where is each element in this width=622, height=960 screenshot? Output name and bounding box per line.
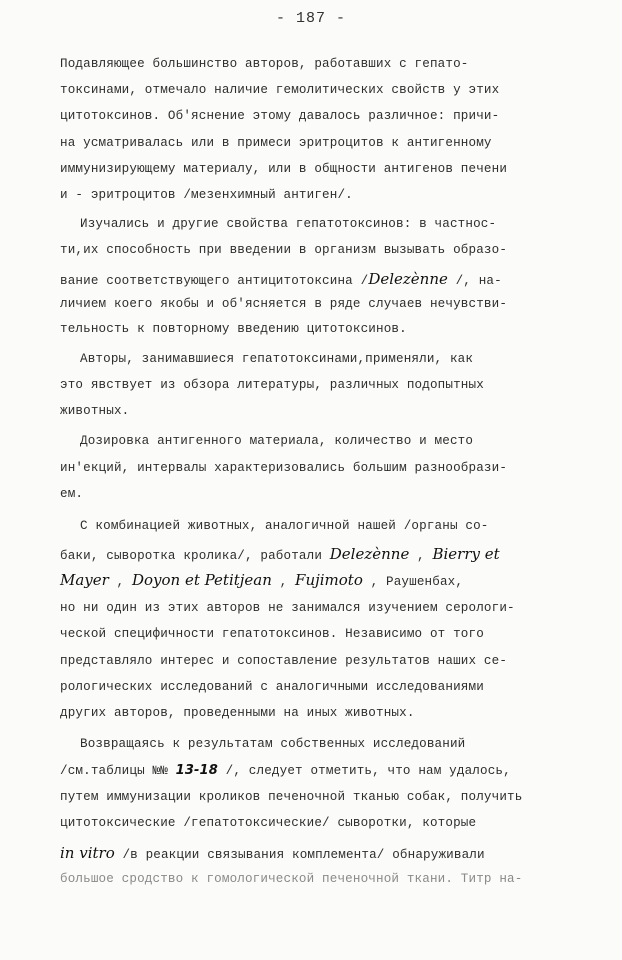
typed-text: , <box>108 575 132 589</box>
text-line <box>60 57 469 71</box>
typed-text: , <box>409 549 433 563</box>
text-line <box>60 487 83 501</box>
handwritten-insertion: Doyon et Petitjean <box>131 571 272 589</box>
typed-text: других авторов, проведенными на иных животных. <box>60 706 415 720</box>
handwritten-insertion: Fujimoto <box>295 571 363 589</box>
typed-text: иммунизирующему материалу, или в общности антигенов печени <box>60 162 508 176</box>
text-line <box>60 844 485 862</box>
typed-text: рологических исследований с аналогичными исследованиями <box>60 680 484 694</box>
text-line <box>60 872 522 886</box>
typed-text: /см.таблицы №№ <box>60 764 176 778</box>
typed-text: токсинами, отмечало наличие гемолитических свойств у этих <box>60 83 500 97</box>
text-line <box>60 162 507 176</box>
typed-text: животных. <box>60 404 130 418</box>
text-line <box>60 243 507 257</box>
text-line <box>60 627 484 641</box>
typed-text: личием коего якобы и об'ясняется в ряде случаев нечувстви- <box>60 297 508 311</box>
text-line <box>60 790 522 804</box>
text-line <box>80 737 465 751</box>
typed-text: Изучались и другие свойства гепатотоксинов: в частнос- <box>80 217 497 231</box>
typed-text: Подавляющее большинство авторов, работавших с гепато- <box>60 57 469 71</box>
typed-text: это явствует из обзора литературы, различных подопытных <box>60 378 484 392</box>
typed-text: ти,их способность при введении в организм вызывать образо- <box>60 243 508 257</box>
handwritten-insertion: in vitro <box>60 844 115 862</box>
typed-text: путем иммунизации кроликов печеночной тканью собак, получить <box>60 790 523 804</box>
text-line <box>60 297 507 311</box>
text-line <box>60 83 499 97</box>
text-line <box>60 654 507 668</box>
text-line <box>60 188 353 202</box>
handwritten-insertion: Bierry et <box>432 545 500 563</box>
typed-text: тельность к повторному введению цитотоксинов. <box>60 322 407 336</box>
text-line <box>60 461 507 475</box>
typed-text: Авторы, занимавшиеся гепатотоксинами,применяли, как <box>80 352 474 366</box>
typed-text: , Раушенбах, <box>362 575 464 589</box>
text-line <box>60 680 484 694</box>
typed-text: баки, сыворотка кролика/, работали <box>60 549 330 563</box>
text-line <box>60 706 415 720</box>
typed-text: , <box>271 575 296 589</box>
text-line <box>60 571 463 589</box>
typed-text: цитотоксинов. Об'яснение этому давалось различное: причи- <box>60 109 500 123</box>
text-line <box>60 270 502 288</box>
typed-text: ем. <box>60 487 84 501</box>
text-line <box>60 136 492 150</box>
handwritten-insertion: Delezènne <box>368 270 448 288</box>
typed-text: на усматривалась или в примеси эритроцитов к антигенному <box>60 136 492 150</box>
text-line <box>60 322 407 336</box>
text-line <box>80 352 473 366</box>
text-line <box>60 404 129 418</box>
handwritten-insertion: 13-18 <box>175 763 218 778</box>
typed-text: /в реакции связывания комплемента/ обнаруживали <box>114 848 485 862</box>
handwritten-insertion: Mayer <box>60 571 109 589</box>
typed-text: ин'екций, интервалы характеризовались большим разнообрази- <box>60 461 508 475</box>
typed-text: вание соответствующего антицитотоксина / <box>60 274 369 288</box>
handwritten-insertion: Delezènne <box>329 545 410 563</box>
typed-text: С комбинацией животных, аналогичной нашей /органы со- <box>80 519 489 533</box>
text-line <box>60 763 511 778</box>
text-line <box>80 519 489 533</box>
typed-text: представляло интерес и сопоставление результатов наших се- <box>60 654 508 668</box>
text-line <box>60 601 515 615</box>
typed-text: Дозировка антигенного материала, количество и место <box>80 434 474 448</box>
text-line <box>60 109 499 123</box>
page-number: - 187 - <box>275 10 346 27</box>
typed-text: но ни один из этих авторов не занимался изучением серологи- <box>60 601 515 615</box>
typed-text: ческой специфичности гепатотоксинов. Независимо от того <box>60 627 484 641</box>
text-line <box>60 816 476 830</box>
typed-text: и - эритроцитов /мезенхимный антиген/. <box>60 188 353 202</box>
typed-text: цитотоксические /гепатотоксические/ сыворотки, которые <box>60 816 477 830</box>
typed-text: /, следует отметить, что нам удалось, <box>217 764 511 778</box>
text-line <box>80 217 496 231</box>
text-line <box>60 378 484 392</box>
typed-text: Возвращаясь к результатам собственных исследований <box>80 737 466 751</box>
text-line <box>80 434 473 448</box>
typed-text: /, на- <box>447 274 502 288</box>
text-line <box>60 545 500 563</box>
typed-text: большое сродство к гомологической печеночной ткани. Титр на- <box>60 872 523 886</box>
